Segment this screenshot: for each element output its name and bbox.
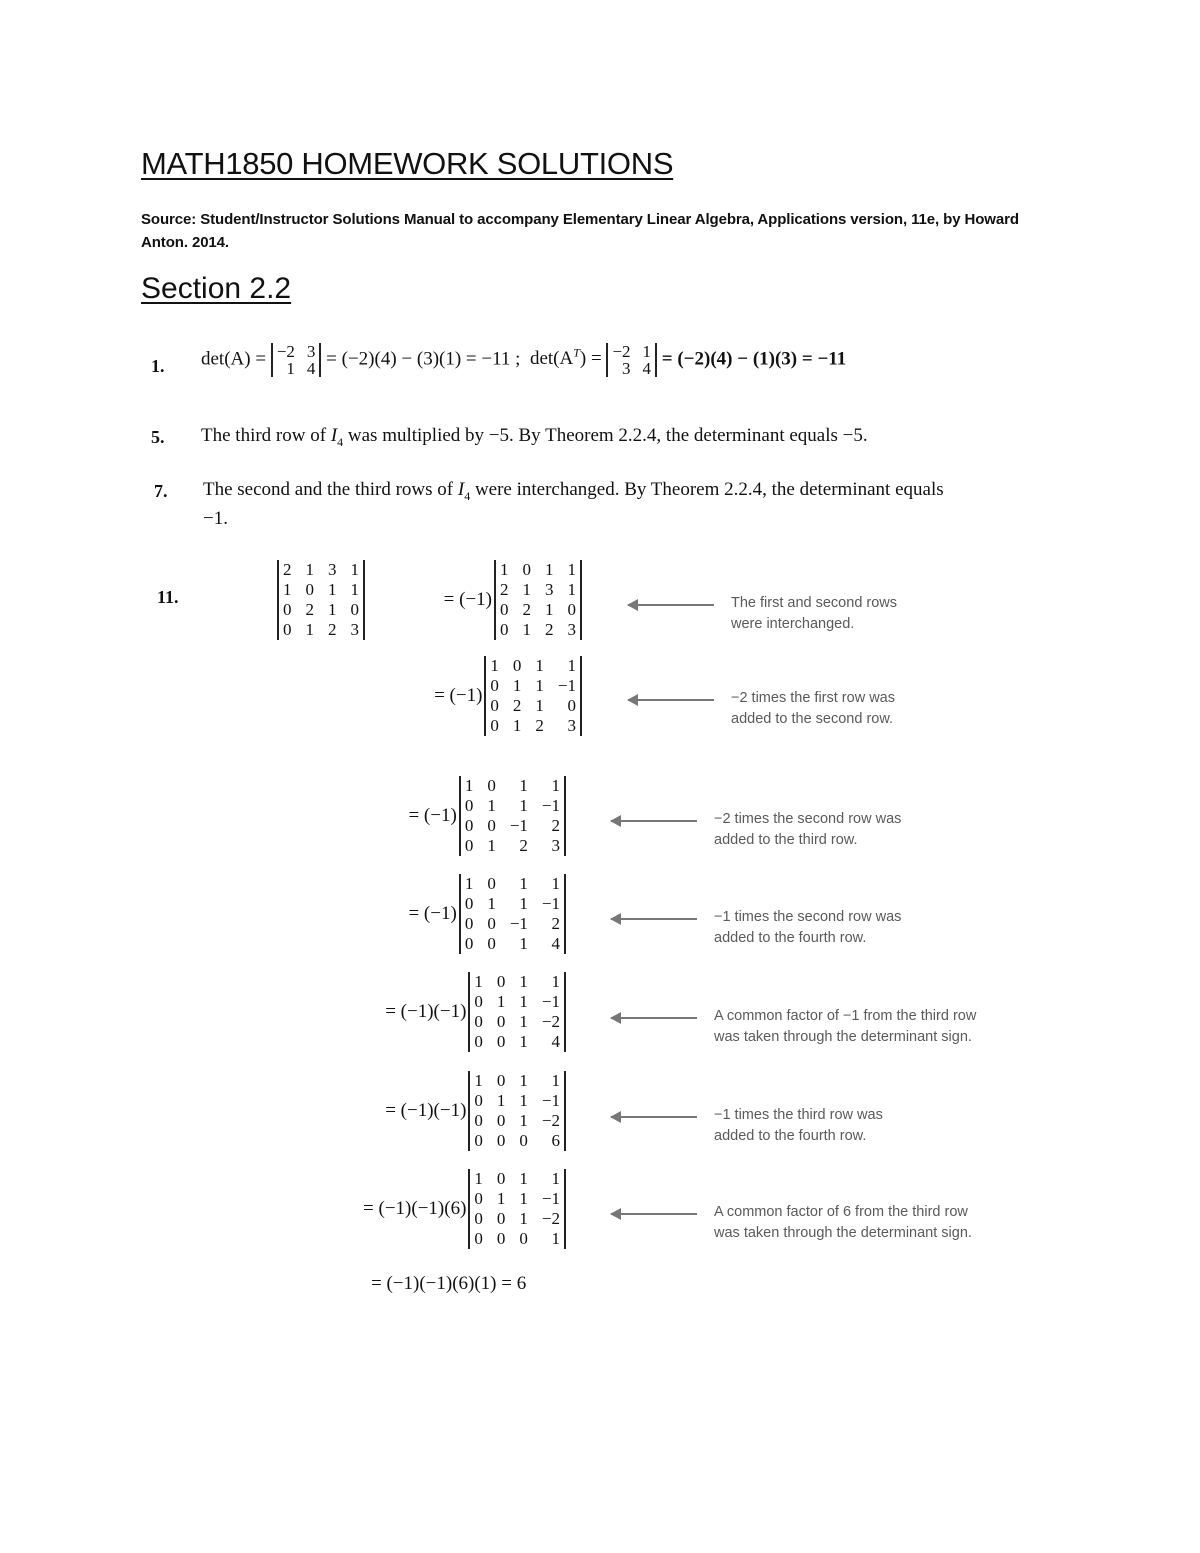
problem-11-number: 11. (157, 587, 179, 607)
note-line: A common factor of −1 from the third row (714, 1008, 977, 1024)
step-matrix-cell: 2 (519, 836, 528, 855)
step-matrix-cell: 0 (474, 1189, 483, 1208)
step-coefficient: = (−1)(−1) (385, 1100, 467, 1121)
note-line: were interchanged. (731, 616, 855, 632)
step-matrix-cell: 0 (487, 934, 496, 953)
step-matrix-cell: 0 (464, 796, 474, 815)
problem-7-number: 7. (154, 481, 168, 501)
step-matrix-cell: 0 (474, 1012, 483, 1031)
matrix-a-cell: 1 (286, 359, 295, 378)
step-matrix-cell: 0 (464, 816, 474, 835)
step-matrix (459, 776, 566, 856)
step-matrix-cell: 1 (551, 1229, 560, 1248)
step-matrix-cell: 0 (474, 1209, 483, 1228)
step-5-expression (385, 972, 566, 1052)
note-line: added to the third row. (714, 832, 858, 848)
left-arrow-icon (611, 1213, 697, 1215)
left-arrow-icon (611, 1116, 697, 1118)
step-matrix-cell: 0 (464, 914, 474, 933)
step-matrix (484, 656, 582, 736)
step-coefficient: = (−1) (408, 805, 457, 826)
note-line: was taken through the determinant sign. (714, 1225, 972, 1241)
lhs-matrix-cell: 1 (328, 580, 337, 599)
lhs-matrix-cell: 2 (328, 620, 337, 639)
step-matrix-cell: 1 (496, 1189, 506, 1208)
step-matrix (494, 560, 582, 640)
step-matrix-cell: 0 (474, 1091, 483, 1110)
step-matrix-cell: 1 (487, 796, 496, 815)
matrix-a-cell: 4 (306, 359, 316, 378)
step-matrix-cell: 0 (464, 934, 474, 953)
problem-5-number: 5. (151, 427, 165, 447)
step-matrix-cell: 1 (519, 1111, 528, 1130)
step-matrix-cell: −2 (541, 1111, 560, 1130)
step-matrix-cell: 2 (545, 620, 554, 639)
lhs-matrix-cell: 1 (328, 600, 337, 619)
lhs-matrix-cell: 2 (305, 600, 314, 619)
step-3-expression (408, 776, 566, 856)
step-matrix-cell: 0 (487, 816, 496, 835)
note-line: A common factor of 6 from the third row (714, 1204, 968, 1220)
step-matrix-cell: −1 (509, 914, 528, 933)
note-line: added to the fourth row. (714, 930, 867, 946)
step-matrix-cell: 1 (519, 934, 528, 953)
step-2-expression (434, 656, 582, 736)
step-matrix-cell: 1 (519, 972, 528, 991)
step-matrix-cell: 0 (496, 1229, 506, 1248)
step-matrix-cell: 0 (490, 676, 499, 695)
step-matrix-cell: 1 (519, 1169, 528, 1188)
step-matrix-cell: 1 (567, 580, 576, 599)
step-matrix-cell: 1 (535, 696, 544, 715)
step-matrix-cell: 1 (551, 874, 560, 893)
step-matrix-cell: 0 (464, 836, 474, 855)
step-matrix-cell: 0 (474, 992, 483, 1011)
step-matrix-cell: 2 (522, 600, 531, 619)
left-arrow-icon (628, 699, 714, 701)
step-matrix-cell: 0 (512, 656, 522, 675)
step-matrix-cell: 1 (519, 1071, 528, 1090)
step-matrix-cell: 1 (474, 972, 483, 991)
step-matrix-cell: 0 (474, 1131, 483, 1150)
step-matrix-cell: −2 (541, 1209, 560, 1228)
lhs-matrix-cell: 3 (328, 560, 337, 579)
step-matrix-cell: −1 (541, 894, 560, 913)
left-arrow-icon (611, 918, 697, 920)
step-matrix-cell: 2 (535, 716, 544, 735)
step-matrix-cell: 0 (496, 1111, 506, 1130)
matrix-a-transpose-cell: 3 (622, 359, 631, 378)
step-matrix-cell: 0 (464, 894, 474, 913)
step-matrix-cell: 1 (551, 1169, 560, 1188)
step-coefficient: = (−1)(−1)(6) (363, 1198, 467, 1219)
step-matrix-cell: 1 (535, 676, 544, 695)
matrix-a-transpose (606, 343, 657, 377)
lhs-matrix-cell: 0 (350, 600, 359, 619)
step-matrix-cell: 1 (551, 972, 560, 991)
step-matrix-cell: 4 (551, 934, 560, 953)
note-line: was taken through the determinant sign. (714, 1029, 972, 1045)
step-coefficient: = (−1) (434, 685, 483, 706)
step-coefficient: = (−1) (443, 589, 492, 610)
step-matrix-cell: 1 (464, 874, 474, 893)
step-matrix-cell: 1 (519, 1012, 528, 1031)
lhs-matrix-cell: 1 (350, 580, 359, 599)
step-matrix-cell: 0 (490, 716, 499, 735)
step-matrix-cell: 1 (519, 992, 528, 1011)
step-matrix-cell: 1 (567, 560, 576, 579)
det-at-label: $\det(A^T)$ = (529, 346, 602, 370)
step-matrix-cell: 0 (487, 874, 496, 893)
step-matrix-cell: 3 (567, 620, 576, 639)
problem-5-text: The third row of $I_4$ was multiplied by −5. By Theorem 2.2.4, the determinant equals −5. (201, 425, 868, 449)
step-matrix-cell: 3 (567, 716, 576, 735)
step-matrix-cell: 1 (496, 992, 506, 1011)
note-line: The first and second rows (731, 595, 898, 611)
step-4-note (714, 907, 901, 949)
step-7-note (714, 1202, 972, 1244)
step-matrix-cell: 0 (496, 1209, 506, 1228)
step-matrix-cell: −1 (541, 1091, 560, 1110)
step-matrix-cell: 1 (496, 1091, 506, 1110)
step-matrix-cell: 0 (474, 1229, 483, 1248)
lhs-matrix-cell: 1 (283, 580, 292, 599)
step-matrix-cell: 0 (487, 776, 496, 795)
step-coefficient: = (−1) (408, 903, 457, 924)
step-matrix-cell: 0 (496, 1071, 506, 1090)
source-citation: Source: Student/Instructor Solutions Manual to accompany Elementary Linear Algebra, Applications version, 11e, by Howard Anton. 2014. (141, 211, 1019, 251)
note-line: −2 times the first row was (731, 690, 895, 706)
step-6-expression (385, 1071, 566, 1151)
step-3-note (714, 809, 901, 851)
det-a-calc: = (−2)(4) − (3)(1) = −11 ; (326, 348, 521, 370)
left-arrow-icon (611, 820, 697, 822)
det-a-label: det(A) = (201, 348, 267, 370)
step-matrix-cell: −1 (541, 796, 560, 815)
step-matrix-cell: 0 (500, 620, 509, 639)
lhs-matrix-cell: 2 (283, 560, 292, 579)
lhs-matrix-cell: 0 (283, 620, 292, 639)
step-1-expression (444, 560, 582, 640)
left-arrow-icon (611, 1017, 697, 1019)
step-5-note (714, 1006, 976, 1048)
step-matrix-cell: 1 (519, 1209, 528, 1228)
step-matrix-cell: 1 (490, 656, 499, 675)
step-matrix-cell: 1 (519, 1091, 528, 1110)
matrix-a-transpose-cell: −2 (612, 342, 631, 361)
problem-7-text-cont: −1. (203, 508, 228, 529)
step-matrix-cell: 1 (512, 676, 522, 695)
lhs-matrix-cell: 1 (305, 560, 314, 579)
page-title: MATH1850 HOMEWORK SOLUTIONS (141, 146, 674, 181)
step-matrix-cell: 1 (500, 560, 509, 579)
lhs-matrix-cell: 3 (350, 620, 359, 639)
step-matrix-cell: 0 (567, 696, 576, 715)
step-matrix-cell: 1 (545, 600, 554, 619)
step-matrix-cell: 1 (474, 1169, 483, 1188)
step-matrix-cell: 1 (519, 1189, 528, 1208)
step-matrix-cell: 1 (567, 656, 576, 675)
step-matrix-cell: 1 (474, 1071, 483, 1090)
step-matrix-cell: 1 (519, 1032, 528, 1051)
step-matrix-cell: 1 (551, 1071, 560, 1090)
step-matrix-cell: 4 (551, 1032, 560, 1051)
problem-1-equation (201, 343, 846, 377)
step-matrix-cell: −1 (557, 676, 576, 695)
problem-11-final: = (−1)(−1)(6)(1) = 6 (371, 1273, 527, 1294)
step-matrix-cell: 0 (496, 1169, 506, 1188)
step-matrix-cell: −1 (541, 992, 560, 1011)
step-matrix-cell: −1 (541, 1189, 560, 1208)
matrix-a-transpose-cell: 1 (642, 342, 652, 361)
left-arrow-icon (628, 604, 714, 606)
step-matrix-cell: 0 (474, 1032, 483, 1051)
step-matrix-cell: 1 (522, 620, 531, 639)
lhs-matrix-cell: 1 (350, 560, 359, 579)
step-6-note (714, 1105, 883, 1147)
step-matrix-cell: 1 (464, 776, 474, 795)
step-matrix-cell: 1 (519, 796, 528, 815)
step-matrix-cell: 2 (551, 816, 560, 835)
step-coefficient: = (−1)(−1) (385, 1001, 467, 1022)
step-1-note (731, 593, 897, 635)
lhs-matrix-cell: 0 (283, 600, 292, 619)
step-matrix (468, 972, 566, 1052)
step-matrix-cell: 1 (519, 874, 528, 893)
step-matrix-cell: 3 (551, 836, 560, 855)
section-heading: Section 2.2 (141, 272, 292, 305)
step-7-expression (363, 1169, 566, 1249)
step-matrix-cell: 1 (487, 894, 496, 913)
note-line: −1 times the third row was (714, 1107, 883, 1123)
problem-11-lhs-matrix (277, 560, 365, 640)
lhs-matrix-cell: 1 (305, 620, 314, 639)
det-at-calc: = (−2)(4) − (1)(3) = −11 (661, 348, 847, 370)
step-matrix-cell: 2 (551, 914, 560, 933)
step-matrix-cell: 1 (512, 716, 522, 735)
note-line: added to the fourth row. (714, 1128, 867, 1144)
problem-7-text: The second and the third rows of $I_4$ were interchanged. By Theorem 2.2.4, the determinant equals (203, 479, 944, 503)
step-matrix-cell: 0 (519, 1131, 528, 1150)
matrix-a-cell: −2 (276, 342, 295, 361)
note-line: −1 times the second row was (714, 909, 902, 925)
step-matrix-cell: 1 (519, 776, 528, 795)
note-line: −2 times the second row was (714, 811, 902, 827)
step-matrix-cell: 0 (522, 560, 531, 579)
step-matrix-cell: 0 (490, 696, 499, 715)
lhs-matrix-cell: 0 (305, 580, 314, 599)
step-matrix-cell: 0 (567, 600, 576, 619)
step-matrix-cell: 0 (496, 1012, 506, 1031)
step-2-note (731, 688, 895, 730)
note-line: added to the second row. (731, 711, 894, 727)
step-matrix-cell: 0 (487, 914, 496, 933)
step-matrix-cell: 3 (545, 580, 554, 599)
step-matrix-cell: 1 (487, 836, 496, 855)
step-matrix-cell: 0 (496, 972, 506, 991)
step-matrix-cell: 0 (496, 1032, 506, 1051)
step-matrix-cell: −2 (541, 1012, 560, 1031)
step-matrix-cell: 1 (519, 894, 528, 913)
step-matrix-cell: 1 (545, 560, 554, 579)
step-matrix-cell: 1 (522, 580, 531, 599)
step-matrix-cell: 0 (474, 1111, 483, 1130)
step-matrix-cell: 1 (551, 776, 560, 795)
step-matrix-cell: 6 (551, 1131, 560, 1150)
matrix-a-cell: 3 (306, 342, 316, 361)
step-matrix-cell: 0 (496, 1131, 506, 1150)
step-matrix-cell: 0 (519, 1229, 528, 1248)
step-4-expression (408, 874, 566, 954)
step-matrix-cell: −1 (509, 816, 528, 835)
problem-1-number: 1. (151, 356, 165, 376)
step-matrix-cell: 1 (535, 656, 544, 675)
step-matrix-cell: 2 (500, 580, 509, 599)
step-matrix-cell: 2 (512, 696, 522, 715)
step-matrix (468, 1169, 566, 1249)
step-matrix (459, 874, 566, 954)
matrix-a-transpose-cell: 4 (642, 359, 652, 378)
matrix-a (271, 343, 322, 377)
step-matrix-cell: 0 (500, 600, 509, 619)
step-matrix (468, 1071, 566, 1151)
